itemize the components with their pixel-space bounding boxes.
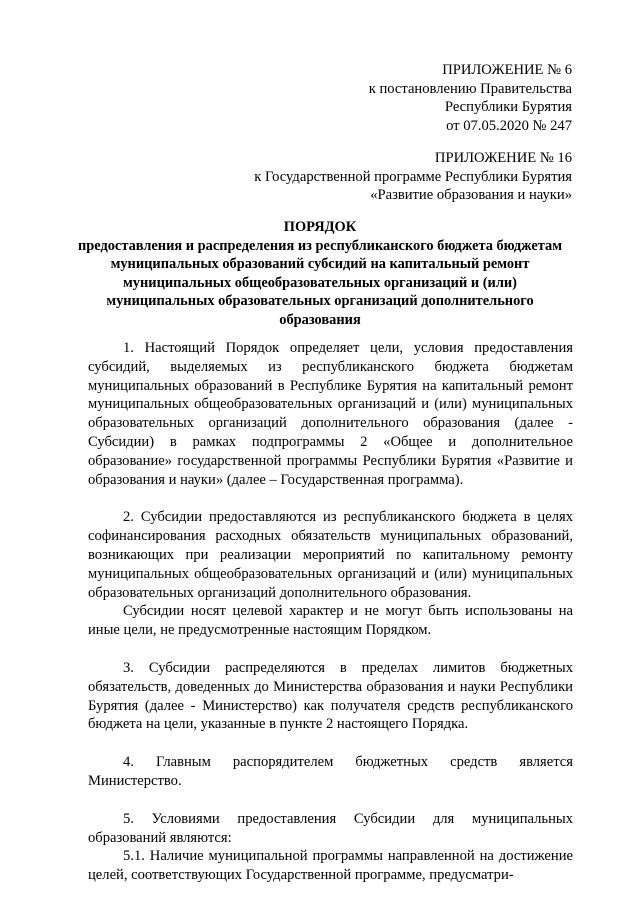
document-body bbox=[88, 339, 573, 885]
paragraph-5-1: 5.1. Наличие муниципальной программы направленной на достижение целей, соответствующих Государственной программе, предусматри- bbox=[88, 848, 573, 884]
paragraph-4: 4. Главным распорядителем бюджетных средств является Министерство. bbox=[88, 754, 573, 789]
appendix-6-header bbox=[369, 61, 572, 135]
paragraph-3: 3. Субсидии распределяются в пределах лимитов бюджетных обязательств, доведенных до Министерства образования и науки Республики Бурятия (далее - Министерство) как получателя средств республиканского бюджета на цели, указанные в пункте 2 настоящего Порядка. bbox=[88, 659, 573, 733]
appendix-6-line2: к постановлению Правительства bbox=[368, 80, 572, 97]
paragraph-5: 5. Условиями предоставления Субсидии для муниципальных образований являются: bbox=[88, 810, 573, 846]
appendix-6-line3: Республики Бурятия bbox=[444, 99, 572, 115]
document-title bbox=[70, 218, 570, 329]
paragraph-2: 2. Субсидии предоставляются из республиканского бюджета в целях софинансирования расходных обязательств муниципальных образований, возникающих при реализации мероприятий по капитальному ремонту муниципальных общеобразовательных организаций и (или) муниципальных образовательных организаций дополнительного образования. bbox=[88, 509, 573, 601]
appendix-16-line2: к Государственной программе Республики Бурятия bbox=[254, 168, 572, 185]
appendix-6-line4: от 07.05.2020 № 247 bbox=[446, 117, 572, 134]
paragraph-1: 1. Настоящий Порядок определяет цели, условия предоставления субсидий, выделяемых из республиканского бюджета бюджетам муниципальных образований в Республике Бурятия на капитальный ремонт муниципальных общеобразовательных организаций и (или) муниципальных образовательных организаций дополнительного образования (далее - Субсидии) в рамках подпрограммы 2 «Общее и дополнительное образование» государственной программы Республики Бурятия «Развитие и образования и науки» (далее – Государственная программа). bbox=[88, 340, 573, 488]
appendix-16-line3: «Развитие образования и науки» bbox=[370, 187, 572, 203]
appendix-16-header bbox=[254, 149, 572, 205]
appendix-6-line1: ПРИЛОЖЕНИЕ № 6 bbox=[442, 62, 572, 78]
title-subtitle: предоставления и распределения из республиканского бюджета бюджетам муниципальных образований субсидий на капитальный ремонт муниципальных общеобразовательных организаций и (или) муниципальных образовательных организаций дополнительного образования bbox=[77, 237, 563, 328]
appendix-16-line1: ПРИЛОЖЕНИЕ № 16 bbox=[434, 150, 572, 166]
paragraph-2-continued: Субсидии носят целевой характер и не могут быть использованы на иные цели, не предусмотренные настоящим Порядком. bbox=[88, 603, 573, 639]
title-main: ПОРЯДОК bbox=[283, 219, 357, 235]
